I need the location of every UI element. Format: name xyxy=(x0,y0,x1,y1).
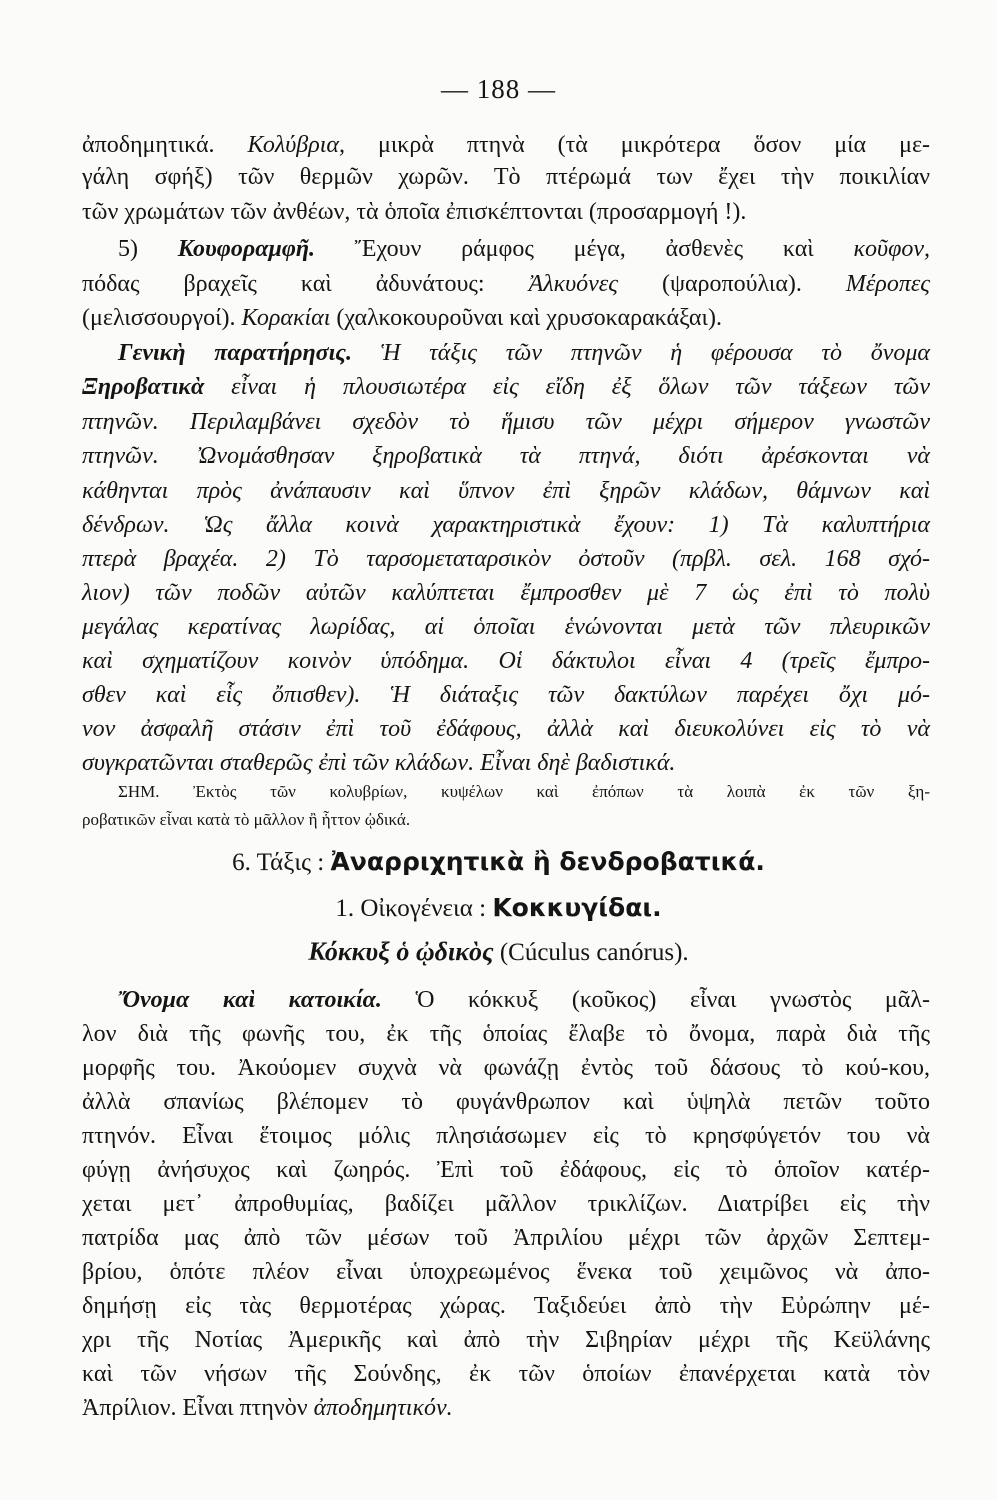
text-line: νον ἀσφαλῆ στάσιν ἐπὶ τοῦ ἐδάφους, ἀλλὰ καὶ διευκολύνει εἰς τὸ νὰ xyxy=(82,716,930,742)
text-line: χεται μετ᾽ ἀπροθυμίας, βαδίζει μᾶλλον τρικλίζων. Διατρίβει εἰς τὴν xyxy=(82,1191,930,1217)
text-line: πτηνόν. Εἶναι ἕτοιμος μόλις πλησιάσωμεν εἰς τὸ κρησφύγετόν του νὰ xyxy=(82,1123,930,1149)
text-line: βρίου, ὁπότε πλέον εἶναι ὑποχρεωμένος ἕνεκα τοῦ χειμῶνος νὰ ἀπο- xyxy=(82,1259,930,1285)
text-line: πατρίδα μας ἀπὸ τῶν μέσων τοῦ Ἀπριλίου μέχρι τῶν ἀρχῶν Σεπτεμ- xyxy=(82,1225,930,1251)
note-line: ΣΗΜ. Ἐκτὸς τῶν κολυβρίων, κυψέλων καὶ ἐπόπων τὰ λοιπὰ ἐκ τῶν ξη- xyxy=(118,782,930,801)
text-line: καὶ σχηματίζουν κοινὸν ὑπόδημα. Οἱ δάκτυλοι εἶναι 4 (τρεῖς ἔμπρο- xyxy=(82,648,930,674)
text-line: συγκρατῶνται σταθερῶς ἐπὶ τῶν κλάδων. Εἶναι δηὲ βαδιστικά. xyxy=(82,750,676,776)
text-line: δένδρων. Ὡς ἄλλα κοινὰ χαρακτηριστικὰ ἔχουν: 1) Τὰ καλυπτήρια xyxy=(82,512,930,538)
text-line: Γενικὴ παρατήρησις. Ἡ τάξις τῶν πτηνῶν ἡ φέρουσα τὸ ὄνομα xyxy=(118,340,931,366)
text-line: 5) Κουφοραμφῆ. Ἔχουν ράμφος μέγα, ἀσθενὲς καὶ κοῦφον, xyxy=(118,236,930,262)
text-line: ἀλλὰ σπανίως βλέπομεν τὸ φυγάνθρωπον καὶ ὑψηλὰ πετῶν τοῦτο xyxy=(82,1089,930,1115)
text-line: μορφῆς του. Ἀκούομεν συχνὰ νὰ φωνάζῃ ἐντὸς τοῦ δάσους τὸ κού-κου, xyxy=(82,1055,930,1081)
text-line: λον διὰ τῆς φωνῆς του, ἐκ τῆς ὁποίας ἔλαβε τὸ ὄνομα, παρὰ διὰ τῆς xyxy=(82,1021,930,1047)
order-heading: 6. Τάξις : Ἀναρριχητικὰ ἢ δενδροβατικά. xyxy=(232,847,765,876)
text-line: λιον) τῶν ποδῶν αὐτῶν καλύπτεται ἔμπροσθεν μὲ 7 ὡς ἐπὶ τὸ πολὺ xyxy=(82,580,930,606)
note-line: ροβατικῶν εἶναι κατὰ τὸ μᾶλλον ἢ ἧττον ᾠδικά. xyxy=(82,810,411,829)
text-line: γάλη σφήξ) τῶν θερμῶν χωρῶν. Τὸ πτέρωμά των ἔχει τὴν ποικιλίαν xyxy=(82,164,930,190)
text-line: φύγῃ ἀνήσυχος καὶ ζωηρός. Ἐπὶ τοῦ ἐδάφους, εἰς τὸ ὁποῖον κατέρ- xyxy=(82,1157,930,1183)
text-line: πτερὰ βραχέα. 2) Τὸ ταρσομεταταρσικὸν ὀστοῦν (πρβλ. σελ. 168 σχό- xyxy=(82,546,930,572)
species-heading: Κόκκυξ ὁ ᾠδικὸς (Cúculus canórus). xyxy=(308,937,689,966)
text-line: σθεν καὶ εἷς ὄπισθεν). Ἡ διάταξις τῶν δακτύλων παρέχει ὄχι μό- xyxy=(82,682,930,708)
text-line: ἀποδημητικά. Κολύβρια, μικρὰ πτηνὰ (τὰ μικρότερα ὅσον μία με- xyxy=(82,132,931,158)
text-line: καὶ τῶν νήσων τῆς Σούνδης, ἐκ τῶν ὁποίων ἐπανέρχεται κατὰ τὸν xyxy=(82,1361,930,1387)
text-line: πόδας βραχεῖς καὶ ἀδυνάτους: Ἀλκυόνες (ψαροπούλια). Μέροπες xyxy=(82,271,931,297)
text-line: Ἀπρίλιον. Εἶναι πτηνὸν ἀποδημητικόν. xyxy=(82,1395,453,1421)
text-line: δημήσῃ εἰς τὰς θερμοτέρας χώρας. Ταξιδεύει ἀπὸ τὴν Εὐρώπην μέ- xyxy=(82,1293,930,1319)
text-line: Ὄνομα καὶ κατοικία. Ὁ κόκκυξ (κοῦκος) εἶναι γνωστὸς μᾶλ- xyxy=(118,987,930,1013)
text-line: μεγάλας κερατίνας λωρίδας, αἱ ὁποῖαι ἑνώνονται μετὰ τῶν πλευρικῶν xyxy=(82,614,930,640)
text-line: χρι τῆς Νοτίας Ἀμερικῆς καὶ ἀπὸ τὴν Σιβηρίαν μέχρι τῆς Κεϋλάνης xyxy=(82,1327,930,1353)
text-line: (μελισσουργοί). Κορακίαι (χαλκοκουροῦναι καὶ χρυσοκαρακάξαι). xyxy=(82,305,722,331)
text-line: κάθηνται πρὸς ἀνάπαυσιν καὶ ὕπνον ἐπὶ ξηρῶν κλάδων, θάμνων καὶ xyxy=(82,478,930,504)
text-line: Ξηροβατικὰ εἶναι ἡ πλουσιωτέρα εἰς εἴδη ἐξ ὅλων τῶν τάξεων τῶν xyxy=(82,374,931,400)
page-number: — 188 — xyxy=(441,74,556,104)
family-heading: 1. Οἰκογένεια : Κοκκυγίδαι. xyxy=(335,893,662,922)
text-line: τῶν χρωμάτων τῶν ἀνθέων, τὰ ὁποῖα ἐπισκέπτονται (προσαρμογή !). xyxy=(82,199,747,225)
text-line: πτηνῶν. Ὠνομάσθησαν ξηροβατικὰ τὰ πτηνά, διότι ἀρέσκονται νὰ xyxy=(82,443,930,469)
text-line: πτηνῶν. Περιλαμβάνει σχεδὸν τὸ ἥμισυ τῶν μέχρι σήμερον γνωστῶν xyxy=(82,409,930,435)
